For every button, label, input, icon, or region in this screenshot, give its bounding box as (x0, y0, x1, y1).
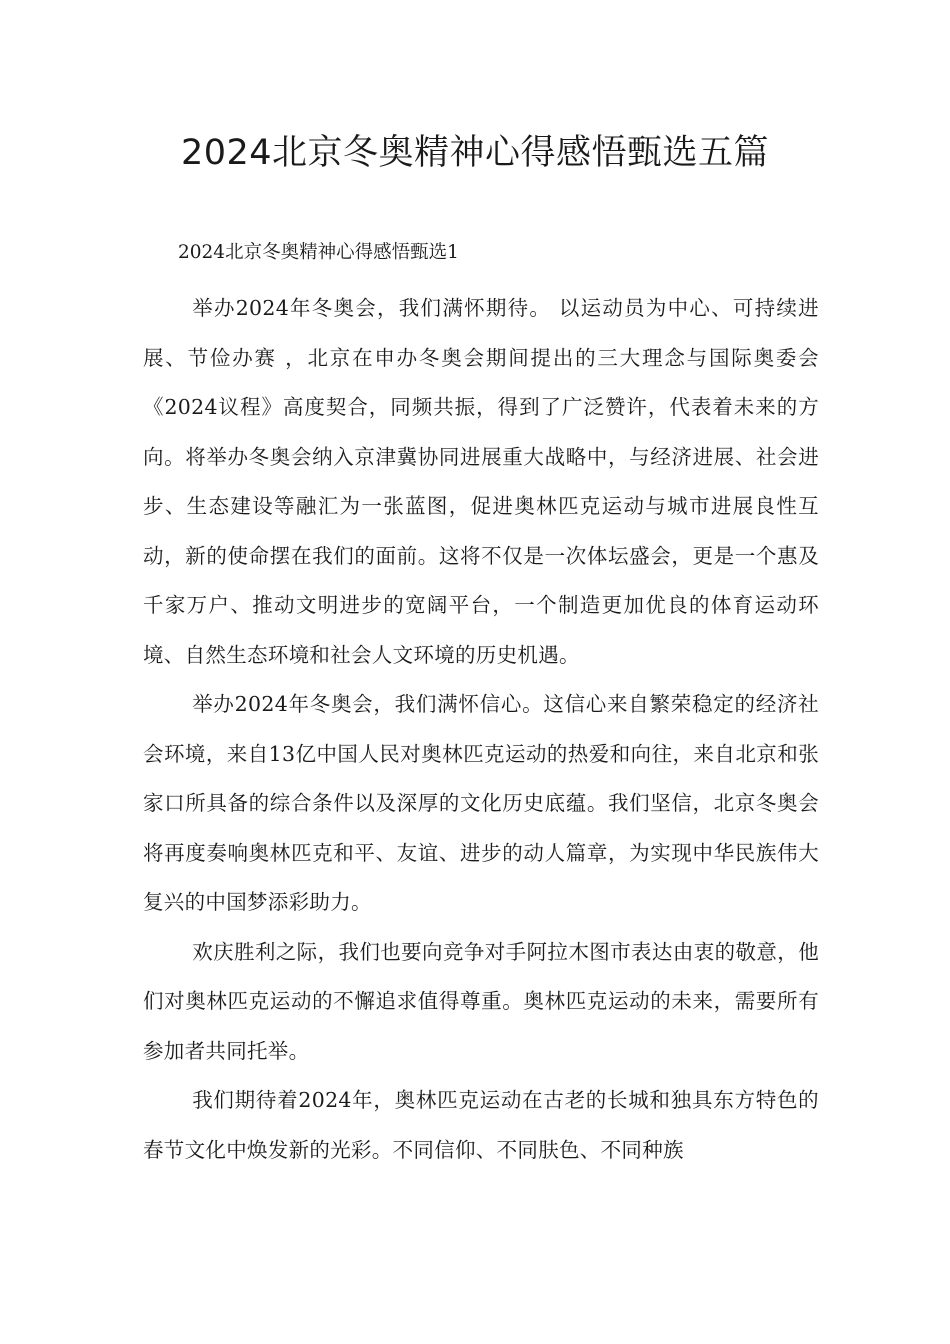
paragraph: 欢庆胜利之际，我们也要向竞争对手阿拉木图市表达由衷的敬意，他们对奥林匹克运动的不懈追求值得尊重。奥林匹克运动的未来，需要所有参加者共同托举。 (143, 939, 819, 1063)
paragraph: 举办2024年冬奥会，我们满怀期待。 以运动员为中心、可持续进展、节俭办赛 ，北京在申办冬奥会期间提出的三大理念与国际奥委会《2024议程》高度契合，同频共振，得到了广泛赞许，代表着未来的方向。将举办冬奥会纳入京津冀协同进展重大战略中，与经济进展、社会进步、生态建设等融汇为一张蓝图，促进奥林匹克运动与城市进展良性互动，新的使命摆在我们的面前。这将不仅是一次体坛盛会，更是一个惠及千家万户、推动文明进步的宽阔平台，一个制造更加优良的体育运动环境、自然生态环境和社会人文环境的历史机遇。 (143, 296, 819, 667)
document-body (143, 284, 819, 1175)
section-heading: 2024北京冬奥精神心得感悟甄选1 (178, 242, 459, 263)
paragraph: 举办2024年冬奥会，我们满怀信心。这信心来自繁荣稳定的经济社会环境，来自13亿中国人民对奥林匹克运动的热爱和向往，来自北京和张家口所具备的综合条件以及深厚的文化历史底蕴。我们坚信，北京冬奥会将再度奏响奥林匹克和平、友谊、进步的动人篇章，为实现中华民族伟大复兴的中国梦添彩助力。 (143, 692, 819, 914)
document-title: 2024北京冬奥精神心得感悟甄选五篇 (180, 133, 770, 173)
paragraph: 我们期待着2024年，奥林匹克运动在古老的长城和独具东方特色的春节文化中焕发新的光彩。不同信仰、不同肤色、不同种族 (143, 1088, 819, 1162)
